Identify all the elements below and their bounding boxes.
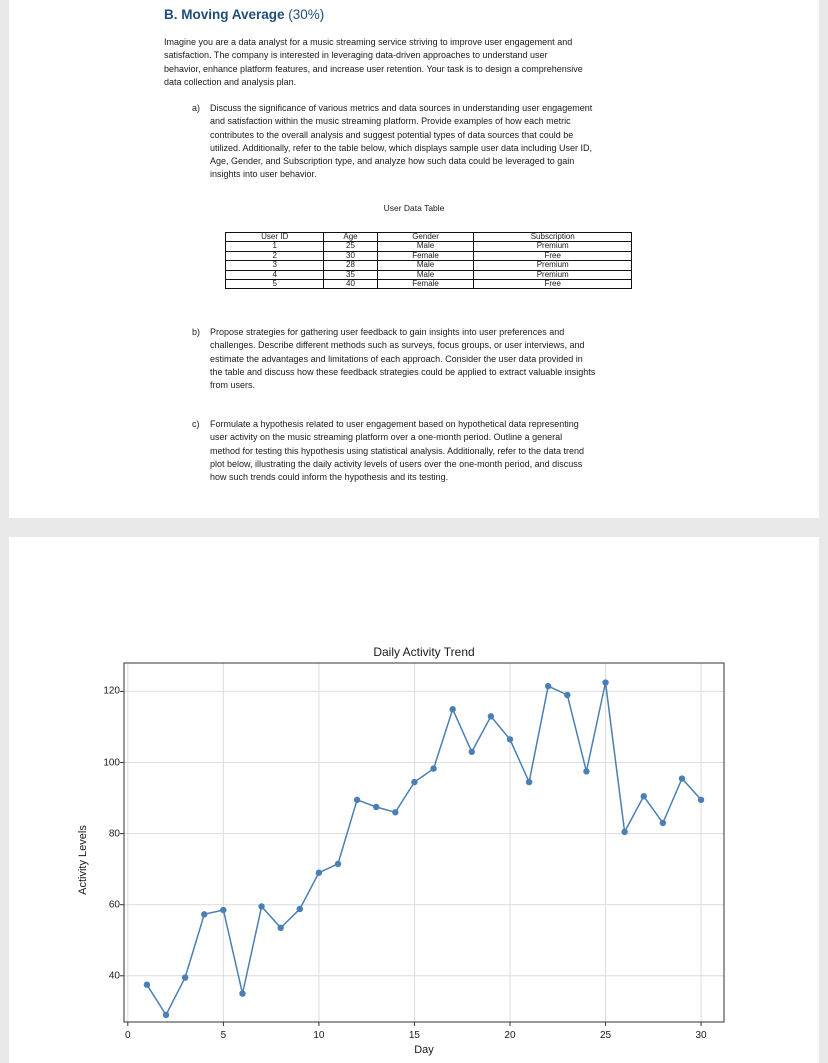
column-header: Subscription: [474, 233, 632, 242]
table-cell: 35: [324, 270, 377, 279]
question-a-line: utilized. Additionally, refer to the table below, which displays sample user data including User ID,: [210, 142, 593, 153]
x-tick-label: 15: [408, 1030, 420, 1041]
intro-line: Imagine you are a data analyst for a music streaming service striving to improve user engagement and: [164, 37, 573, 47]
table-cell: Male: [377, 242, 474, 251]
question-c-line: user activity on the music streaming platform over a one-month period. Outline a general: [210, 432, 563, 443]
x-tick-label: 30: [695, 1030, 707, 1041]
table-cell: Female: [377, 280, 474, 289]
question-a-label: a): [192, 103, 201, 113]
question-c-line: how such trends could inform the hypothesis and its testing.: [210, 472, 449, 483]
question-c-line: method for testing this hypothesis using statistical analysis. Additionally, refer to the data trend: [210, 445, 585, 456]
table-cell: Premium: [474, 261, 632, 270]
question-a-line: Age, Gender, and Subscription type, and analyze how such data could be leveraged to gain: [210, 156, 575, 167]
y-tick-label: 40: [108, 970, 120, 982]
data-point: [163, 1012, 169, 1018]
column-header: Gender: [377, 233, 474, 242]
y-tick-label: 120: [103, 685, 120, 697]
table-cell: 28: [324, 261, 377, 270]
data-point: [469, 749, 475, 755]
data-point: [373, 804, 379, 810]
y-tick-label: 60: [108, 899, 120, 911]
table-cell: Male: [377, 261, 474, 270]
y-tick-label: 80: [108, 828, 120, 840]
question-c-line: Formulate a hypothesis related to user engagement based on hypothetical data representing: [210, 419, 579, 429]
data-point: [660, 820, 666, 826]
data-point: [488, 713, 494, 719]
data-point: [220, 907, 226, 913]
question-a-line: contributes to the overall analysis and suggest potential types of data sources that could be: [210, 129, 574, 140]
intro-line: behavior, enhance platform features, and increase user retention. Your task is to design a comprehensive: [164, 63, 583, 74]
data-point: [411, 779, 417, 785]
data-point: [545, 683, 551, 689]
table-cell: 40: [324, 280, 377, 289]
data-point: [316, 870, 322, 876]
chart-title: Daily Activity Trend: [373, 645, 475, 659]
data-point: [449, 706, 455, 712]
data-point: [583, 768, 589, 774]
data-point: [201, 911, 207, 917]
x-axis-label: Day: [414, 1044, 434, 1056]
table-cell: Premium: [474, 270, 632, 279]
question-c-label: c): [192, 419, 200, 429]
section-weight: (30%): [288, 7, 325, 22]
question-b-line: estimate the advantages and limitations of each approach. Consider the user data provided in: [210, 353, 583, 364]
table-cell: 5: [226, 280, 324, 289]
intro-line: satisfaction. The company is interested in leveraging data-driven approaches to understand user: [164, 50, 548, 61]
column-header: Age: [324, 233, 377, 242]
x-tick-label: 0: [125, 1030, 131, 1041]
data-point: [354, 797, 360, 803]
data-point: [297, 906, 303, 912]
data-point: [392, 809, 398, 815]
table-cell: Premium: [474, 242, 632, 251]
table-cell: Free: [474, 280, 632, 289]
data-point: [526, 779, 532, 785]
column-header: User ID: [226, 233, 324, 242]
data-point: [679, 775, 685, 781]
table-caption: User Data Table: [383, 203, 445, 213]
y-tick-label: 100: [103, 757, 120, 769]
data-point: [239, 990, 245, 996]
question-b-line: from users.: [210, 380, 256, 391]
question-a-line: insights into user behavior.: [210, 169, 317, 180]
question-b-line: the table and discuss how these feedback strategies could be applied to extract valuable insights: [210, 366, 596, 377]
question-a-line: Discuss the significance of various metrics and data sources in understanding user engagement: [210, 103, 593, 113]
data-point: [602, 679, 608, 685]
x-tick-label: 10: [313, 1030, 325, 1041]
table-cell: 1: [226, 242, 324, 251]
data-point: [258, 903, 264, 909]
data-point: [698, 797, 704, 803]
table-cell: 4: [226, 270, 324, 279]
data-point: [430, 765, 436, 771]
table-cell: 3: [226, 261, 324, 270]
data-point: [564, 692, 570, 698]
x-tick-label: 20: [504, 1030, 516, 1041]
table-cell: 30: [324, 251, 377, 260]
table-cell: 2: [226, 251, 324, 260]
table-cell: 25: [324, 242, 377, 251]
question-b-label: b): [192, 327, 201, 337]
data-point: [507, 736, 513, 742]
question-b-line: Propose strategies for gathering user feedback to gain insights into user preferences and: [210, 327, 565, 337]
table-cell: Male: [377, 270, 474, 279]
data-point: [144, 981, 150, 987]
plot-frame: [124, 663, 724, 1022]
intro-line: data collection and analysis plan.: [164, 76, 297, 87]
x-tick-label: 25: [599, 1030, 612, 1041]
data-point: [182, 974, 188, 980]
y-axis-label: Activity Levels: [77, 825, 89, 895]
question-b-line: challenges. Describe different methods such as surveys, focus groups, or user interviews, and: [210, 340, 585, 351]
series-line: [147, 683, 701, 1015]
section-heading: B. Moving Average (30%): [164, 7, 325, 22]
table-cell: Free: [474, 251, 632, 260]
data-point: [641, 793, 647, 799]
data-point: [621, 829, 627, 835]
table-cell: Female: [377, 251, 474, 260]
data-point: [335, 861, 341, 867]
question-a-line: and satisfaction within the music streaming platform. Provide examples of how each metric: [210, 116, 571, 127]
data-point: [277, 925, 283, 931]
question-c-line: plot below, illustrating the daily activity levels of users over the one-month period, and discuss: [210, 458, 583, 469]
x-tick-label: 5: [220, 1030, 227, 1041]
